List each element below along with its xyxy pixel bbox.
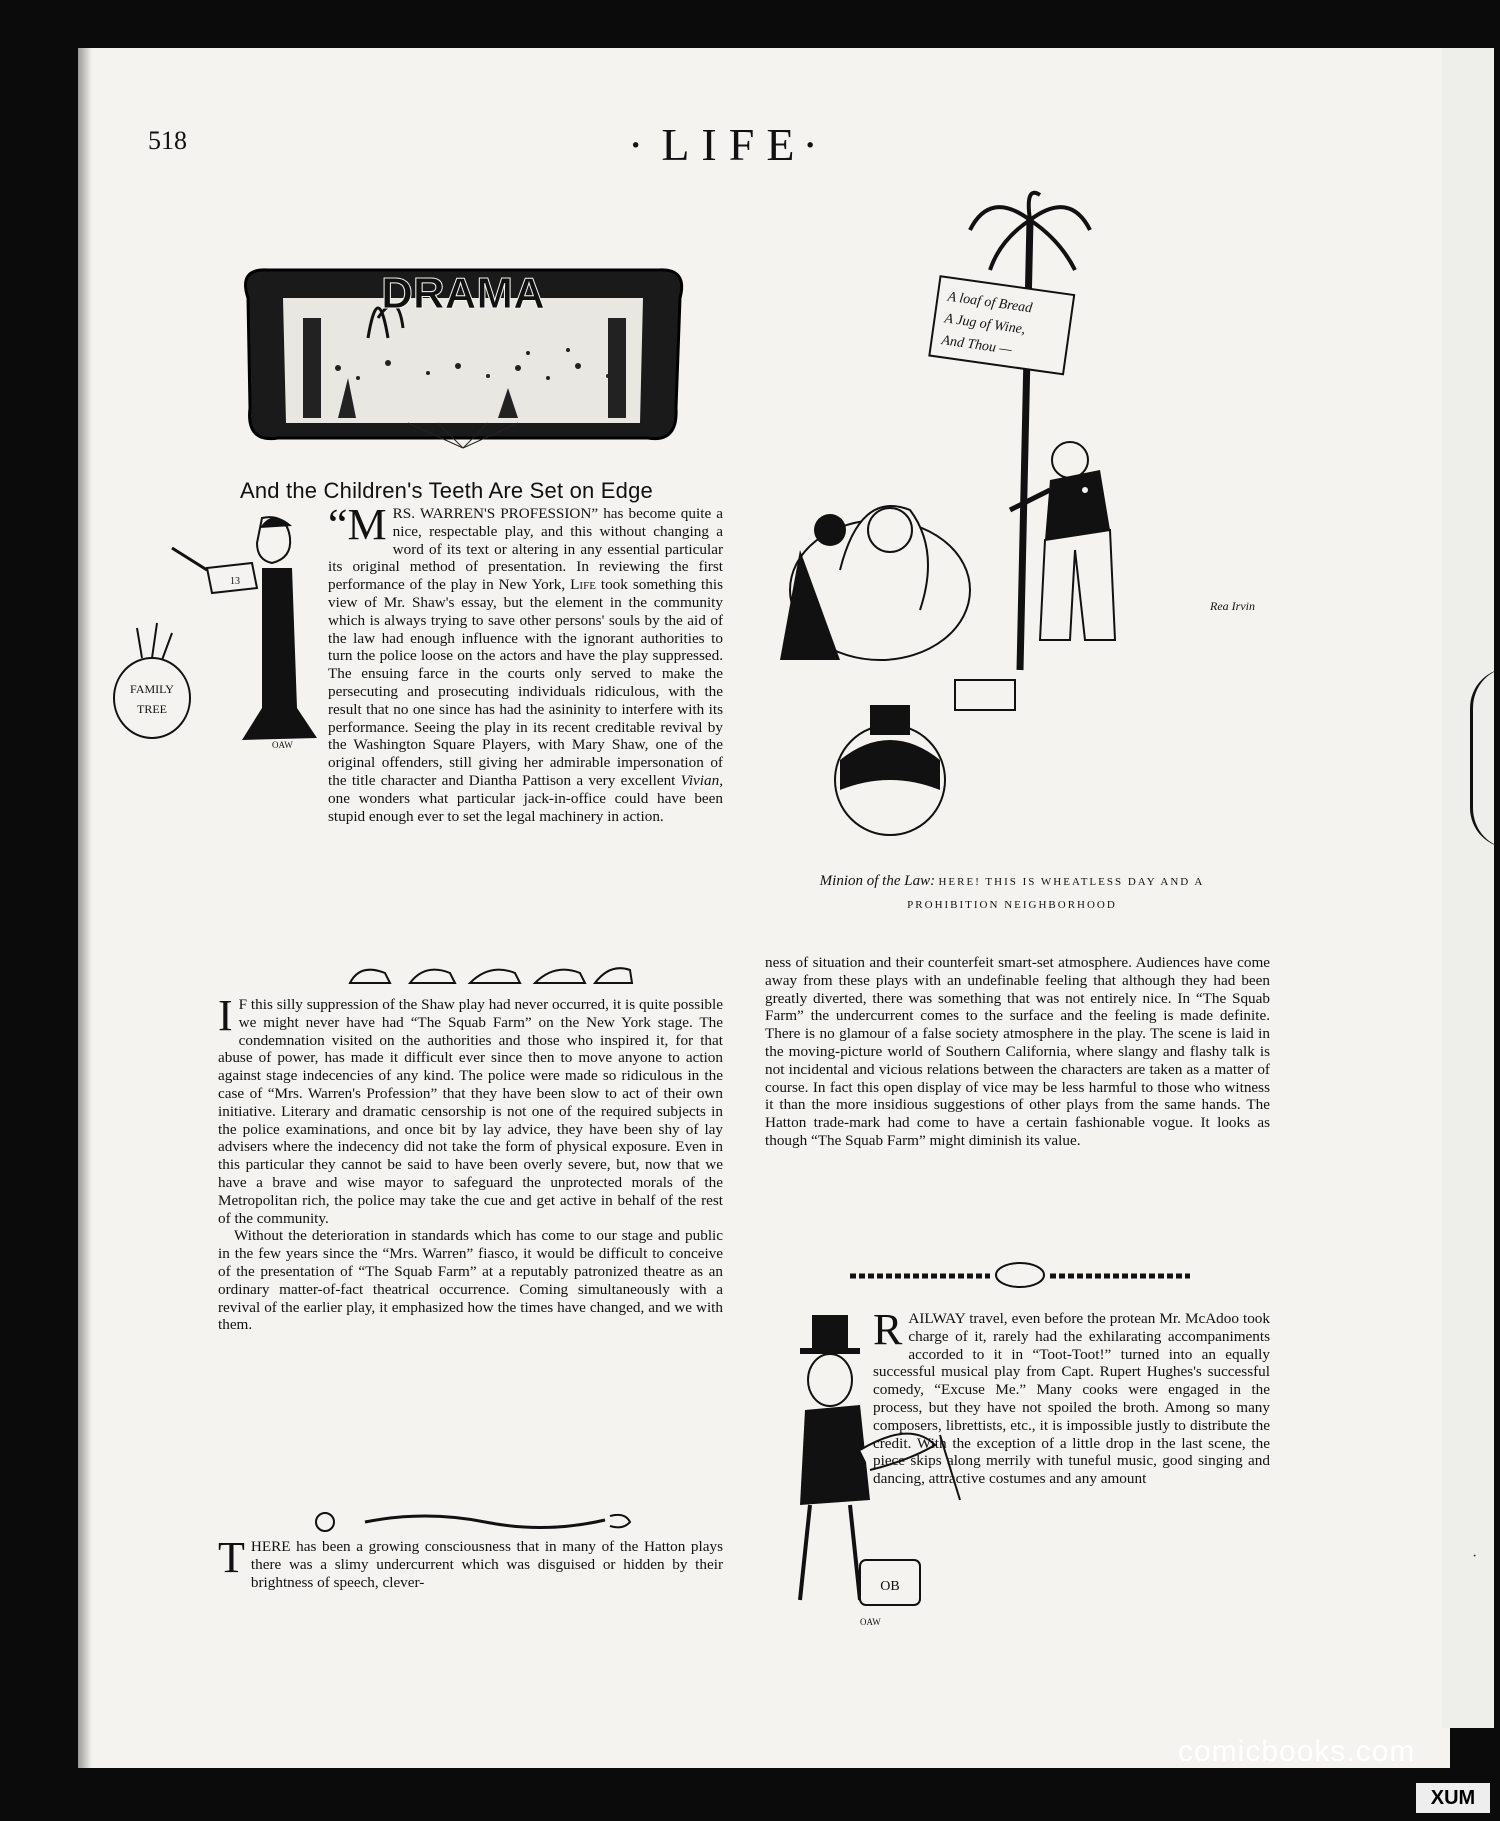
bag-label-family: FAMILY: [130, 682, 174, 696]
p6-text: AILWAY travel, even before the protean Mr. McAdoo took charge of it, rarely had the exhilarating accompaniments accorded to it in “Toot-Toot!” turned into an equally successful musical play from Capt. Rupert Hughes's successful comedy, “Excuse Me.” Many cooks were engaged in the process, but they have not spoiled the broth. Among so many composers, librettists, etc., it is impossible justly to distribute the credit. With the exception of a little drop in the last scene, the piece skips along merrily with tuneful music, good singing and dancing, attractive costumes and any amount: [873, 1310, 1270, 1488]
caption-line-2: PROHIBITION NEIGHBORHOOD: [907, 899, 1117, 911]
p1-text-b: took something this view of Mr. Shaw's essay, but the element in the community which is always trying to save other persons' souls by the aid of the law had enough influence with the ignorant authorities to turn the police loose on the actors and have the play suppressed. The ensuing farce in the courts only served to make the persecuting and prosecuting individuals ridiculous, with the result that no one since has had the asininity to interfere with its performance. Seeing the play in its recent creditable revival by the Washington Square Players, with Mary Shaw, one of the original offenders, still giving her admirable impersonation of the title character and Diantha Pattison a very excellent: [328, 576, 723, 789]
dropcap-m: “M: [328, 500, 387, 549]
dropcap-r: R: [873, 1305, 903, 1354]
left-column-paragraph-2: [218, 991, 723, 1334]
bag-label: OB: [880, 1579, 900, 1594]
archive-tag: XUM: [1416, 1783, 1490, 1813]
p1-text-c: one wonders what particular jack-in-office could have been stupid enough ever to set the legal machinery in action.: [328, 789, 723, 825]
p3-text: Without the deterioration in standards which has come to our stage and public in the few years since the “Mrs. Warren” fiasco, it would be difficult to conceive of the presentation of “The Squab Farm” at a reputably patronized theatre as an ordinary matter-of-fact theatrical occurrence. Coming simultaneously with a revival of the earlier play, it emphasized how the times have changed, and we with them.: [218, 1227, 723, 1334]
p4-text: HERE has been a growing consciousness that in many of the Hatton plays there was a slimy undercurrent which was disguised or hidden by their brightness of speech, clever-: [250, 1538, 723, 1591]
watermark: comicbooks.com: [1178, 1735, 1416, 1768]
caption-line-1: HERE! THIS IS WHEATLESS DAY AND A: [938, 876, 1205, 888]
left-column: [218, 500, 723, 825]
vivian-italic: Vivian,: [680, 771, 723, 789]
adjacent-page-mark: ·: [1472, 1548, 1478, 1565]
dropcap-i: I: [218, 991, 233, 1040]
sign-line-3: And Thou —: [940, 333, 1013, 358]
left-column-paragraph-4: [218, 1533, 723, 1591]
sign-line-1: A loaf of Bread: [946, 289, 1034, 317]
paragraph-4: [218, 1533, 723, 1591]
p1-text: ” has become quite a nice, respectable play, and this without changing a word of its text or altering in any essential particular its original method of presentation. In reviewing the first performance of the play in New York,: [328, 505, 723, 594]
page-number: 518: [148, 126, 187, 155]
right-column: [765, 954, 1270, 1150]
watering-can-label: 13: [230, 576, 240, 587]
cartoon-spacer: [765, 1310, 873, 1640]
artist-initials: OAW: [272, 740, 293, 748]
paragraph-3: [218, 1227, 723, 1334]
bag-label-tree: TREE: [137, 702, 167, 716]
heads-ornament: [340, 958, 640, 988]
adjacent-page-edge: [1442, 48, 1494, 1728]
life-smallcaps: Life: [570, 576, 596, 594]
drama-banner-title: DRAMA: [381, 269, 545, 318]
p1-lead: RS. WARREN'S PROFESSION: [392, 505, 592, 522]
right-column-paragraph-6: [765, 1305, 1270, 1640]
paragraph-2: [218, 991, 723, 1227]
magazine-title: · LIFE ·: [628, 118, 830, 171]
cartoon-caption: [752, 870, 1272, 916]
article-headline: And the Children's Teeth Are Set on Edge: [240, 478, 653, 503]
p2-text: F this silly suppression of the Shaw play had never occurred, it is quite possible we might never have had “The Squab Farm” on the New York stage. The condemnation visited on the authorities and those who inspired it, for that abuse of power, has made it difficult ever since then to move anyone to action against stage indecencies of any kind. The police were made so ridiculous in the case of “Mrs. Warren's Profession” that they have been slow to act of their own initiative. Literary and dramatic censorship is not one of the required subjects in the police examinations, and once bit by lay advice, they have been shy of lay advisers where the indecency did not take the form of physical exposure. Even in this particular they cannot be said to have been overly severe, but, now that we have a brave and wise mayor to safeguard the unprotected morals of the Metropolitan rich, the police may take the cue and get active in behalf of the rest of the community.: [218, 996, 723, 1227]
minion-of-the-law-cartoon: [740, 190, 1270, 855]
adjacent-page-drawing: [1470, 668, 1500, 848]
paragraph-1: [328, 500, 723, 825]
chain-ornament: [850, 1262, 1190, 1288]
sign-line-2: A Jug of Wine,: [943, 311, 1027, 338]
artist-initials-2: OAW: [860, 1617, 881, 1627]
snake-ornament: [305, 1508, 635, 1534]
paragraph-5: [765, 954, 1270, 1150]
dropcap-t: T: [218, 1533, 245, 1582]
drama-banner-illustration: [228, 258, 698, 453]
p5-text: ness of situation and their counterfeit smart-set atmosphere. Audiences have come away from these plays with an undefinable feeling that although they had been greatly diverted, there was something that was not entirely nice. In “The Squab Farm” the undercurrent comes to the surface and the feeling is made definite. There is no glamour of a false society atmosphere in the play. The scene is laid in the moving-picture world of Southern California, where slangy and flashy talk is not incidental and vicious relations between the characters are taken as a matter of course. In fact this open display of vice may be less harmful to those who witness it than the more insidious suggestions of other plays from the same hands. The Hatton trade-mark had come to have a certain fashionable vogue. It looks as though “The Squab Farm” might diminish its value.: [765, 954, 1270, 1149]
artist-signature: Rea Irvin: [1210, 599, 1255, 613]
caption-speaker: Minion of the Law:: [819, 873, 936, 889]
